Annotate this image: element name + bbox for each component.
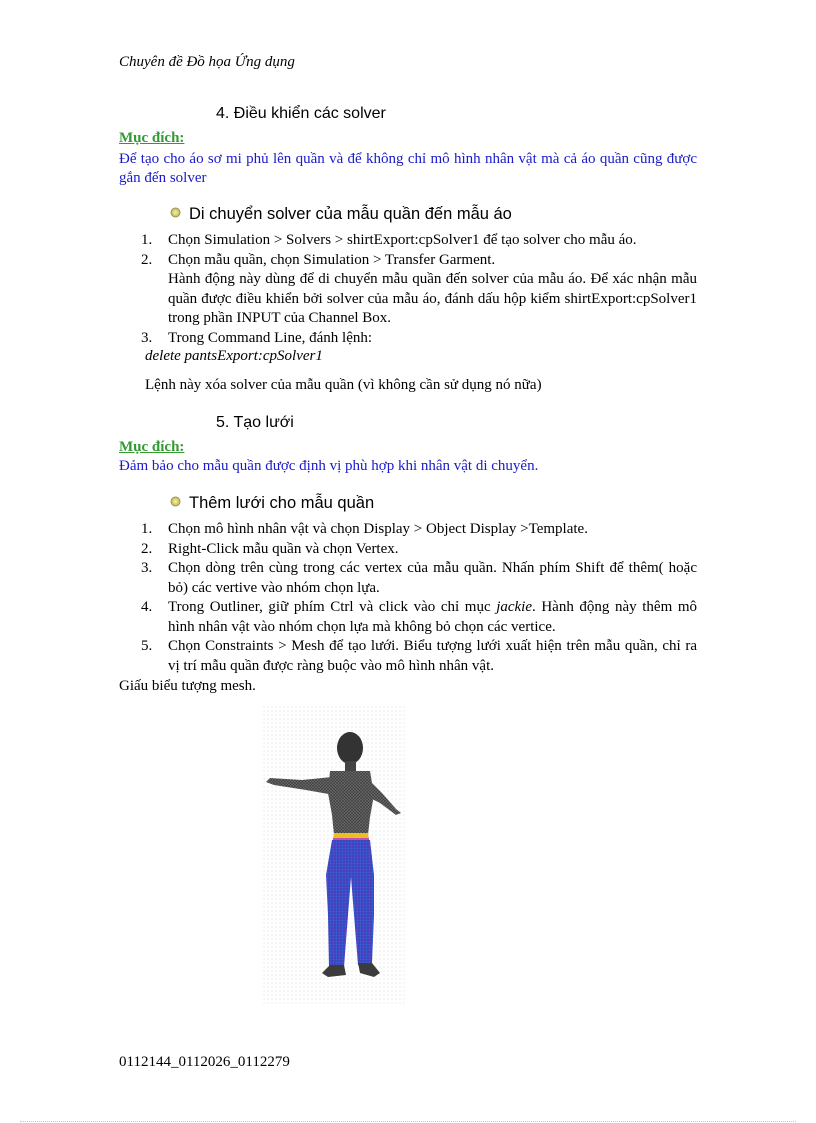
list-item (141, 540, 697, 560)
list-item (141, 637, 697, 676)
step-number: 3. (141, 329, 153, 346)
page-header: Chuyên đề Đồ họa Ứng dụng (119, 54, 295, 70)
section-4-purpose-label: Mục đích: (119, 130, 185, 146)
subsection-title-text: Thêm lưới cho mẫu quần (189, 494, 375, 512)
list-item (141, 270, 697, 329)
step-number: 1. (141, 232, 153, 248)
section-5-title: 5. Tạo lưới (216, 414, 294, 431)
step-text: Trong Outliner, giữ phím Ctrl và click vào chỉ mục jackie. Hành động này thêm mô hình nhân vật vào nhóm chọn lựa mà không bỏ chọn các vertice. (168, 599, 697, 635)
figure-pants (326, 840, 374, 967)
section-4-steps (141, 231, 697, 348)
list-item (141, 329, 697, 349)
step-text: Chọn dòng trên cùng trong các vertex của mẫu quần. Nhấn phím Shift để thêm( hoặc bỏ) các vertive vào nhóm chọn lựa. (168, 560, 697, 596)
section-4-purpose-text: Để tạo cho áo sơ mi phủ lên quần và để không chỉ mô hình nhân vật mà cả áo quần cũng được gắn đến solver (119, 151, 697, 186)
figure-right-foot (358, 963, 380, 977)
page-footer: 0112144_0112026_0112279 (119, 1054, 290, 1070)
step-text: Chọn mô hình nhân vật và chọn Display > Object Display >Template. (168, 521, 588, 537)
section-5-purpose-label: Mục đích: (119, 439, 185, 455)
figure-torso (328, 771, 374, 835)
list-item (141, 251, 697, 271)
character-mesh-figure (262, 705, 405, 1005)
section-4-subsection-title (170, 205, 512, 224)
step-text: Chọn Constraints > Mesh để tạo lưới. Biểu tượng lưới xuất hiện trên mẫu quần, chỉ ra vị trí mẫu quần được ràng buộc vào mô hình nhân vật. (168, 638, 697, 674)
step-number: 2. (141, 251, 153, 268)
outliner-item-name: jackie (496, 599, 533, 615)
figure-head (337, 732, 363, 764)
step-number: 2. (141, 540, 153, 557)
bullet-icon (170, 496, 181, 507)
page-bottom-divider (20, 1121, 796, 1122)
figure-left-arm (266, 777, 334, 795)
list-item (141, 231, 697, 251)
list-item (141, 520, 697, 540)
section-5-subsection-title (170, 494, 374, 513)
list-item (141, 559, 697, 598)
step-text: Right-Click mẫu quần và chọn Vertex. (168, 540, 399, 557)
step-number: 1. (141, 521, 153, 537)
step-detail-text: Hành động này dùng để di chuyển mẫu quần đến solver của mẫu áo. Để xác nhận mẫu quần được điều khiển bởi solver của mẫu áo, đánh dấu hộp kiểm shirtExport:cpSolver1 trong phần INPUT của Channel Box. (168, 271, 697, 326)
character-figure-svg (262, 705, 405, 1005)
section-5-steps (141, 520, 697, 676)
bullet-icon (170, 207, 181, 218)
step-number: 5. (141, 638, 153, 654)
step-number: 4. (141, 599, 153, 615)
figure-left-foot (322, 965, 346, 977)
section-5-purpose-text: Đảm bảo cho mẫu quần được định vị phù hợp khi nhân vật di chuyển. (119, 458, 539, 474)
after-steps-text: Giấu biểu tượng mesh. (119, 678, 256, 694)
step-text: Trong Command Line, đánh lệnh: (168, 329, 373, 346)
section-4-title: 4. Điều khiển các solver (216, 105, 386, 122)
command-text: delete pantsExport:cpSolver1 (145, 348, 323, 364)
step-number: 3. (141, 560, 153, 576)
subsection-title-text: Di chuyển solver của mẫu quần đến mẫu áo (189, 205, 512, 223)
list-item (141, 598, 697, 637)
step-text: Chọn Simulation > Solvers > shirtExport:cpSolver1 để tạo solver cho mẫu áo. (168, 232, 637, 248)
section-4-note: Lệnh này xóa solver của mẫu quần (vì không cần sử dụng nó nữa) (145, 377, 542, 393)
step-text: Chọn mẫu quần, chọn Simulation > Transfer Garment. (168, 251, 496, 268)
